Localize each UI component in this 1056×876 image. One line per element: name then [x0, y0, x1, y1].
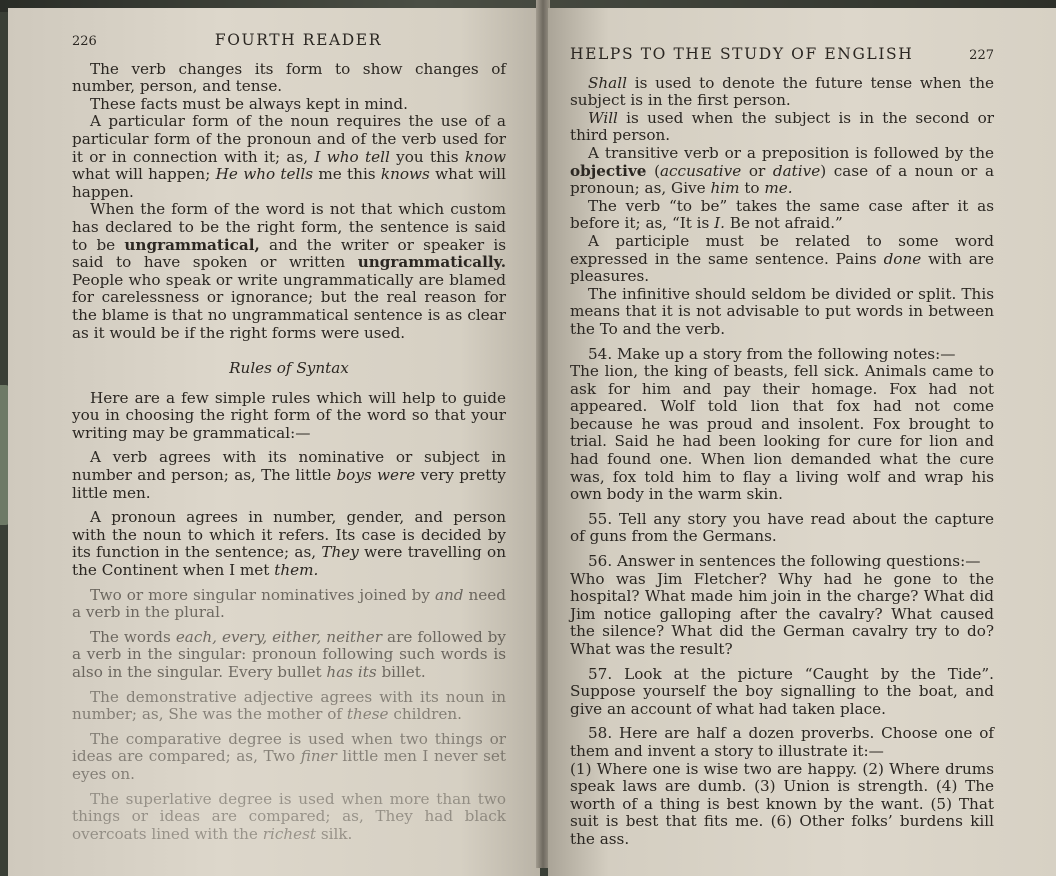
rule-pronoun-agreement: A pronoun agrees in number, gender, and person with the noun to which it refers. Its case is decided by its function in the sentence; as, They were travelling on the Continent when I met them.	[72, 508, 506, 580]
right-page	[548, 8, 1056, 876]
rule-to-be: The verb “to be” takes the same case after it as before it; as, “It is I. Be not afraid.”	[570, 196, 994, 233]
exercise-56-heading: 56. Answer in sentences the following questions:—	[588, 552, 981, 571]
left-page-number: 226	[72, 34, 97, 49]
right-page-title: HELPS TO THE STUDY OF ENGLISH	[570, 45, 914, 63]
exercise-54-body: The lion, the king of beasts, fell sick. Animals came to ask for him and pay their homage. Fox had not appeared. Wolf told lion that fox had not come because he was proud and insolent. Fox brought to trial. Said he had been looking for cure for lion and had found one. When lion demanded what the cure was, fox told him to flay a living wolf and wrap his own body in the warm skin.	[570, 362, 994, 504]
paragraph-verb-changes: The verb changes its form to show changes of number, person, and tense.	[72, 59, 506, 96]
rule-participle: A participle must be related to some word expressed in the same sentence. Pains done with are pleasures.	[570, 231, 995, 286]
exercise-56-body: Who was Jim Fletcher? Why had he gone to the hospital? What made him join in the charge? What did Jim notice galloping after the cavalry? What caused the silence? What did the German cavalry try to do? What was the result?	[570, 569, 994, 658]
rule-transitive-verb: A transitive verb or a preposition is followed by the objective (accusative or dative) case of a noun or a pronoun; as, Give him to me.	[570, 143, 994, 198]
rule-verb-agreement: A verb agrees with its nominative or subject in number and person; as, The little boys were very pretty little men.	[72, 448, 506, 502]
rule-will: Will is used when the subject is in the second or third person.	[570, 108, 994, 145]
rule-infinitive: The infinitive should seldom be divided or split. This means that it is not advisable to put words in between the To and the verb.	[570, 284, 994, 338]
exercise-58-body: (1) Where one is wise two are happy. (2) Where drums speak laws are dumb. (3) Union is strength. (4) The worth of a thing is best known by the want. (5) That suit is best that fits me. (6) Other folks’ burdens kill the ass.	[570, 759, 994, 848]
rule-plural-nominatives: Two or more singular nominatives joined by and need a verb in the plural.	[72, 585, 506, 622]
right-page-text	[570, 46, 994, 849]
rule-demonstrative: The demonstrative adjective agrees with its noun in number; as, She was the mother of these children.	[72, 687, 506, 724]
right-running-head	[570, 46, 994, 65]
paragraph-ungrammatical: When the form of the word is not that which custom has declared to be the right form, the sentence is said to be ungrammatical, and the writer or speaker is said to have spoken or written ungrammatically. People who speak or write ungrammatically are blamed for carelessness or ignorance; but the real reason for the blame is that no ungrammatical sentence is as clear as it would be if the right forms were used.	[72, 200, 506, 342]
paragraph-rules-intro: Here are a few simple rules which will help to guide you in choosing the right form of the word so that your writing may be grammatical:—	[72, 388, 506, 442]
right-page-number: 227	[969, 48, 994, 63]
rule-shall: Shall is used to denote the future tense when the subject is in the first person.	[570, 73, 994, 110]
paragraph-facts: These facts must be always kept in mind.	[90, 94, 408, 113]
exercise-58-heading: 58. Here are half a dozen proverbs. Choose one of them and invent a story to illustrate it:—	[570, 724, 994, 760]
left-page	[8, 8, 540, 876]
left-page-text	[72, 32, 506, 843]
exercise-54-heading: 54. Make up a story from the following notes:—	[588, 344, 956, 363]
exercise-57: 57. Look at the picture “Caught by the Tide”. Suppose yourself the boy signalling to the boat, and give an account of what had taken place.	[570, 664, 994, 718]
rule-comparative: The comparative degree is used when two things or ideas are compared; as, Two finer little men I never set eyes on.	[72, 729, 506, 783]
paragraph-noun-form: A particular form of the noun requires the use of a particular form of the pronoun and of the verb used for it or in connection with it; as, I who tell you this know what will happen; He who tells me this knows what will happen.	[72, 112, 507, 201]
rule-each-every: The words each, every, either, neither are followed by a verb in the singular: pronoun following such words is also in the singular. Every bullet has its billet.	[72, 627, 506, 681]
section-title-syntax: Rules of Syntax	[229, 359, 349, 378]
left-running-head	[72, 32, 506, 51]
exercise-55: 55. Tell any story you have read about the capture of guns from the Germans.	[570, 509, 994, 546]
rule-superlative: The superlative degree is used when more than two things or ideas are compared; as, They had black overcoats lined with the richest silk.	[72, 789, 506, 843]
left-page-title: FOURTH READER	[214, 31, 382, 49]
